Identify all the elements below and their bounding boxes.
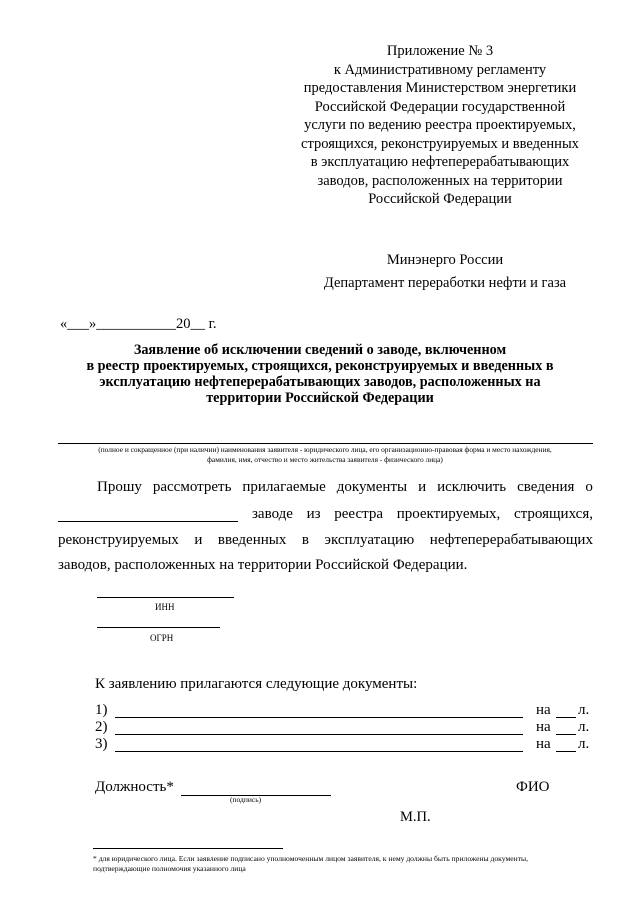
attachment-name-field[interactable] [115, 717, 523, 718]
attachment-pages-label: л. [578, 736, 590, 752]
appendix-line: заводов, расположенных на территории [317, 172, 563, 189]
title-line: эксплуатацию нефтеперерабатывающих заводов, расположенных на [99, 374, 541, 390]
attachment-number: 1) [95, 702, 108, 718]
appendix-line: в эксплуатацию нефтеперерабатывающих [310, 154, 570, 170]
attachment-on-label: на [536, 736, 551, 752]
appendix-line: Российской Федерации государственной [314, 98, 566, 115]
position-label: Должность* [95, 779, 174, 795]
inn-label: ИНН [155, 602, 175, 612]
attachments-title: К заявлению прилагаются следующие документы: [95, 676, 418, 692]
stamp-label: М.П. [400, 809, 431, 825]
document-title [40, 342, 600, 406]
request-line-3: реконструируемых и введенных в эксплуатацию нефтеперерабатывающих [58, 532, 593, 548]
ogrn-field[interactable] [97, 627, 220, 628]
attachment-pages-field[interactable] [556, 717, 576, 718]
applicant-caption-line2: фамилия, имя, отчество и место жительства заявителя - физического лица) [207, 455, 443, 464]
signature-caption: (подпись) [230, 795, 262, 804]
title-line: в реестр проектируемых, строящихся, реконструируемых и введенных в [86, 358, 554, 374]
appendix-line: предоставления Министерством энергетики [303, 80, 577, 96]
title-line: Заявление об исключении сведений о заводе, включенном [133, 342, 507, 358]
appendix-line: Приложение № 3 [386, 43, 494, 59]
request-line-2: заводе из реестра проектируемых, строящихся, [252, 506, 593, 522]
attachment-name-field[interactable] [115, 734, 523, 735]
footnote-line: подтверждающие полномочия указанного лица [93, 864, 246, 873]
addressee-department: Департамент переработки нефти и газа [323, 275, 567, 291]
request-line-1: Прошу рассмотреть прилагаемые документы и исключить сведения о [97, 479, 593, 495]
date-line: «___»___________20__ г. [60, 316, 217, 332]
inn-field[interactable] [97, 597, 234, 598]
applicant-name-field[interactable] [58, 443, 593, 444]
attachment-pages-label: л. [578, 702, 590, 718]
appendix-line: Российской Федерации [368, 191, 512, 207]
attachment-pages-label: л. [578, 719, 590, 735]
fio-label: ФИО [516, 779, 550, 795]
attachment-number: 3) [95, 736, 108, 752]
attachment-on-label: на [536, 719, 551, 735]
title-line: территории Российской Федерации [206, 390, 434, 406]
addressee-ministry: Минэнерго России [386, 252, 504, 268]
attachment-pages-field[interactable] [556, 734, 576, 735]
request-line-4: заводов, расположенных на территории Российской Федерации. [58, 557, 468, 573]
attachment-on-label: на [536, 702, 551, 718]
attachment-pages-field[interactable] [556, 751, 576, 752]
attachment-row [95, 702, 593, 720]
applicant-caption-line1: (полное и сокращенное (при наличии) наименования заявителя - юридического лица, его организационно-правовая форма и место нахождения, [98, 445, 552, 454]
attachment-name-field[interactable] [115, 751, 523, 752]
attachment-number: 2) [95, 719, 108, 735]
footnote-line: * для юридического лица. Если заявление подписано уполномоченным лицом заявителя, к нему должны быть приложены документы, [93, 854, 529, 863]
attachment-row [95, 736, 593, 754]
attachment-row [95, 719, 593, 737]
appendix-header [290, 42, 590, 209]
footnote-divider [93, 848, 283, 849]
appendix-line: услуги по ведению реестра проектируемых, [304, 117, 576, 133]
plant-name-field[interactable] [58, 521, 238, 522]
footnote [93, 854, 598, 874]
appendix-line: к Административному регламенту [333, 61, 547, 78]
ogrn-label: ОГРН [150, 633, 174, 643]
appendix-line: строящихся, реконструируемых и введенных [301, 135, 579, 152]
